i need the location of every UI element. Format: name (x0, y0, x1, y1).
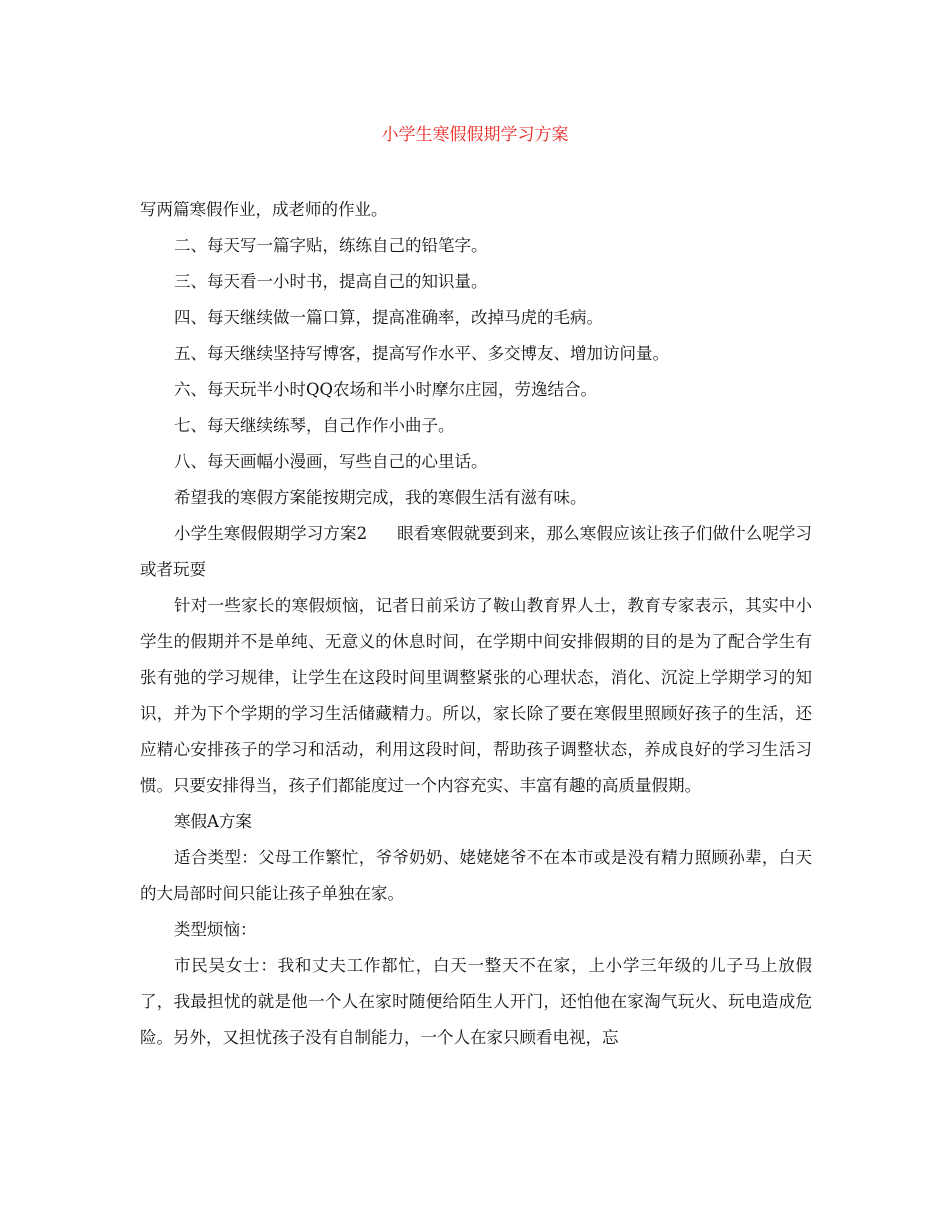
section2-intro-paragraph (140, 516, 812, 588)
paragraph-item-7: 七、每天继续练琴，自己作作小曲子。 (174, 416, 455, 435)
section2-heading: 小学生寒假假期学习方案2 (174, 524, 368, 543)
paragraph-suitable-type: 适合类型：父母工作繁忙，爷爷奶奶、姥姥姥爷不在本市或是没有精力照顾孙辈，白天的大局部时间只能让孩子单独在家。 (140, 848, 812, 903)
paragraph-citizen-quote: 市民吴女士：我和丈夫工作都忙，白天一整天不在家，上小学三年级的儿子马上放假了，我最担忧的就是他一个人在家时随便给陌生人开门，还怕他在家淘气玩火、玩电造成危险。另外，又担忧孩子没有自制能力，一个人在家只顾看电视，忘 (140, 956, 812, 1047)
paragraph-item-3: 三、每天看一小时书，提高自己的知识量。 (174, 272, 488, 291)
paragraph-item-4: 四、每天继续做一篇口算，提高准确率，改掉马虎的毛病。 (174, 308, 603, 327)
paragraph-homework: 写两篇寒假作业，成老师的作业。 (140, 200, 388, 219)
paragraph-item-5: 五、每天继续坚持写博客，提高写作水平、多交博友、增加访问量。 (174, 344, 669, 363)
paragraph-item-8: 八、每天画幅小漫画，写些自己的心里话。 (174, 452, 488, 471)
paragraph-expert-view: 针对一些家长的寒假烦恼，记者日前采访了鞍山教育界人士，教育专家表示，其实中小学生的假期并不是单纯、无意义的休息时间，在学期中间安排假期的目的是为了配合学生有张有弛的学习规律，让学生在这段时间里调整紧张的心理状态，消化、沉淀上学期学习的知识，并为下个学期的学习生活储藏精力。所以，家长除了要在寒假里照顾好孩子的生活，还应精心安排孩子的学习和活动，利用这段时间，帮助孩子调整状态，养成良好的学习生活习惯。只要安排得当，孩子们都能度过一个内容充实、丰富有趣的高质量假期。 (140, 596, 812, 795)
paragraph-closing: 希望我的寒假方案能按期完成，我的寒假生活有滋有味。 (174, 488, 587, 507)
document-body (140, 192, 812, 1056)
section2-intro: 眼看寒假就要到来，那么寒假应该让孩子们做什么呢学习或者玩耍 (140, 524, 813, 579)
plan-a-heading: 寒假A方案 (174, 812, 252, 831)
paragraph-item-6: 六、每天玩半小时QQ农场和半小时摩尔庄园，劳逸结合。 (174, 380, 598, 399)
paragraph-item-2: 二、每天写一篇字贴，练练自己的铅笔字。 (174, 236, 488, 255)
document-title: 小学生寒假假期学习方案 (381, 125, 569, 145)
paragraph-type-worries: 类型烦恼： (174, 920, 257, 939)
